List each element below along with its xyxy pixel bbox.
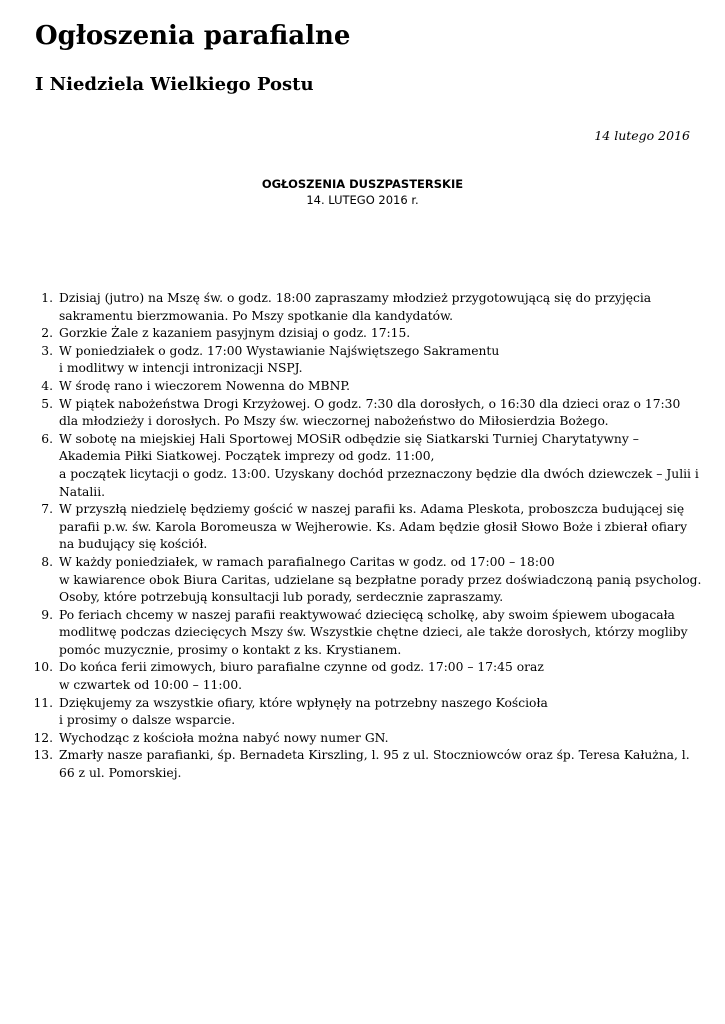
announcement-item — [33, 730, 699, 748]
section-title: OGŁOSZENIA DUSZPASTERSKIE — [261, 177, 464, 191]
announcement-text-line: Zmarły nasze parafianki, śp. Bernadeta Kirszling, l. 95 z ul. Stoczniowców oraz śp. Teresa Kałużna, l. — [59, 748, 690, 763]
announcement-text-line: Gorzkie Żale z kazaniem pasyjnym dzisiaj o godz. 17:15. — [59, 326, 411, 341]
announcement-number: 5. — [41, 396, 53, 411]
announcement-text-line: W każdy poniedziałek, w ramach parafialnego Caritas w godz. od 17:00 – 18:00 — [59, 554, 555, 569]
page-title: Ogłoszenia parafialne — [35, 21, 351, 51]
announcement-number: 7. — [41, 502, 53, 517]
announcement-item — [41, 396, 699, 431]
page-subtitle: I Niedziela Wielkiego Postu — [35, 74, 314, 95]
document-date: 14 lutego 2016 — [594, 128, 690, 143]
announcement-text-line: Po feriach chcemy w naszej parafii reaktywować dziecięcą scholkę, aby swoim śpiewem ubogacała — [59, 607, 675, 622]
announcement-text-line: i prosimy o dalsze wsparcie. — [59, 713, 236, 728]
announcement-text-line: w kawiarence obok Biura Caritas, udzielane są bezpłatne porady przez doświadczoną panią psycholog. — [59, 572, 702, 587]
announcement-list — [33, 290, 702, 783]
announcement-text-line: sakramentu bierzmowania. Po Mszy spotkanie dla kandydatów. — [59, 308, 454, 323]
announcement-item — [33, 747, 699, 782]
announcement-text-line: dla młodzieży i dorosłych. Po Mszy św. wieczornej nabożeństwo do Miłosierdzia Bożego. — [59, 414, 609, 429]
announcement-number: 11. — [33, 695, 53, 710]
announcement-number: 3. — [41, 343, 53, 358]
announcement-number: 2. — [41, 326, 53, 341]
announcement-number: 4. — [41, 378, 53, 393]
announcement-text-line: Do końca ferii zimowych, biuro parafialne czynne od godz. 17:00 – 17:45 oraz — [59, 660, 544, 675]
announcement-text-line: Wychodząc z kościoła można nabyć nowy numer GN. — [59, 730, 389, 745]
announcement-text-line: 66 z ul. Pomorskiej. — [59, 766, 182, 781]
section-date: 14. LUTEGO 2016 r. — [306, 193, 419, 207]
announcement-text-line: W piątek nabożeństwa Drogi Krzyżowej. O godz. 7:30 dla dorosłych, o 16:30 dla dzieci oraz o 17:30 — [59, 396, 681, 411]
announcement-item — [41, 343, 699, 378]
announcement-text-line: W środę rano i wieczorem Nowenna do MBNP. — [59, 378, 351, 393]
announcement-number: 13. — [33, 748, 53, 763]
announcement-text-line: i modlitwy w intencji intronizacji NSPJ. — [59, 361, 303, 376]
announcement-text-line: a początek licytacji o godz. 13:00. Uzyskany dochód przeznaczony będzie dla dwóch dziewczek – Julii i — [59, 466, 699, 481]
announcement-text-line: W poniedziałek o godz. 17:00 Wystawianie Najświętszego Sakramentu — [59, 343, 500, 358]
announcement-item — [33, 695, 699, 730]
announcement-number: 6. — [41, 431, 53, 446]
announcement-text-line: na budujący się kościół. — [59, 537, 208, 552]
announcement-number: 10. — [33, 660, 53, 675]
announcement-number: 12. — [33, 730, 53, 745]
announcement-text-line: Osoby, które potrzebują konsultacji lub porady, serdecznie zapraszamy. — [59, 590, 504, 605]
announcement-number: 9. — [41, 607, 53, 622]
announcement-number: 8. — [41, 554, 53, 569]
section-header — [0, 176, 725, 208]
announcement-item — [41, 501, 699, 554]
announcement-item — [33, 659, 699, 694]
announcement-text-line: pomóc muzycznie, prosimy o kontakt z ks. Krystianem. — [59, 642, 402, 657]
announcement-text-line: Natalii. — [59, 484, 106, 499]
announcement-text-line: Dzisiaj (jutro) na Mszę św. o godz. 18:00 zapraszamy młodzież przygotowującą się do przyjęcia — [59, 291, 652, 305]
announcement-item — [41, 607, 699, 660]
announcement-text-line: modlitwę podczas dziecięcych Mszy św. Wszystkie chętne dzieci, ale także dorosłych, którzy mogliby — [59, 625, 688, 640]
announcement-text-line: W sobotę na miejskiej Hali Sportowej MOSiR odbędzie się Siatkarski Turniej Charytatywny – — [59, 431, 639, 446]
announcement-item — [41, 378, 699, 396]
announcement-item — [41, 325, 699, 343]
announcement-number: 1. — [41, 291, 53, 305]
announcement-item — [41, 290, 699, 325]
announcement-item — [41, 554, 702, 607]
announcement-text-line: Dziękujemy za wszystkie ofiary, które wpłynęły na potrzebny naszego Kościoła — [59, 695, 548, 710]
announcement-text-line: W przyszłą niedzielę będziemy gościć w naszej parafii ks. Adama Pleskota, proboszcza budującej się — [59, 502, 685, 517]
announcement-item — [41, 431, 699, 501]
announcement-text-line: w czwartek od 10:00 – 11:00. — [59, 678, 243, 693]
announcement-text-line: Akademia Piłki Siatkowej. Początek imprezy od godz. 11:00, — [59, 449, 435, 464]
announcement-text-line: parafii p.w. św. Karola Boromeusza w Wejherowie. Ks. Adam będzie głosił Słowo Boże i zbierał ofiary — [59, 519, 688, 534]
